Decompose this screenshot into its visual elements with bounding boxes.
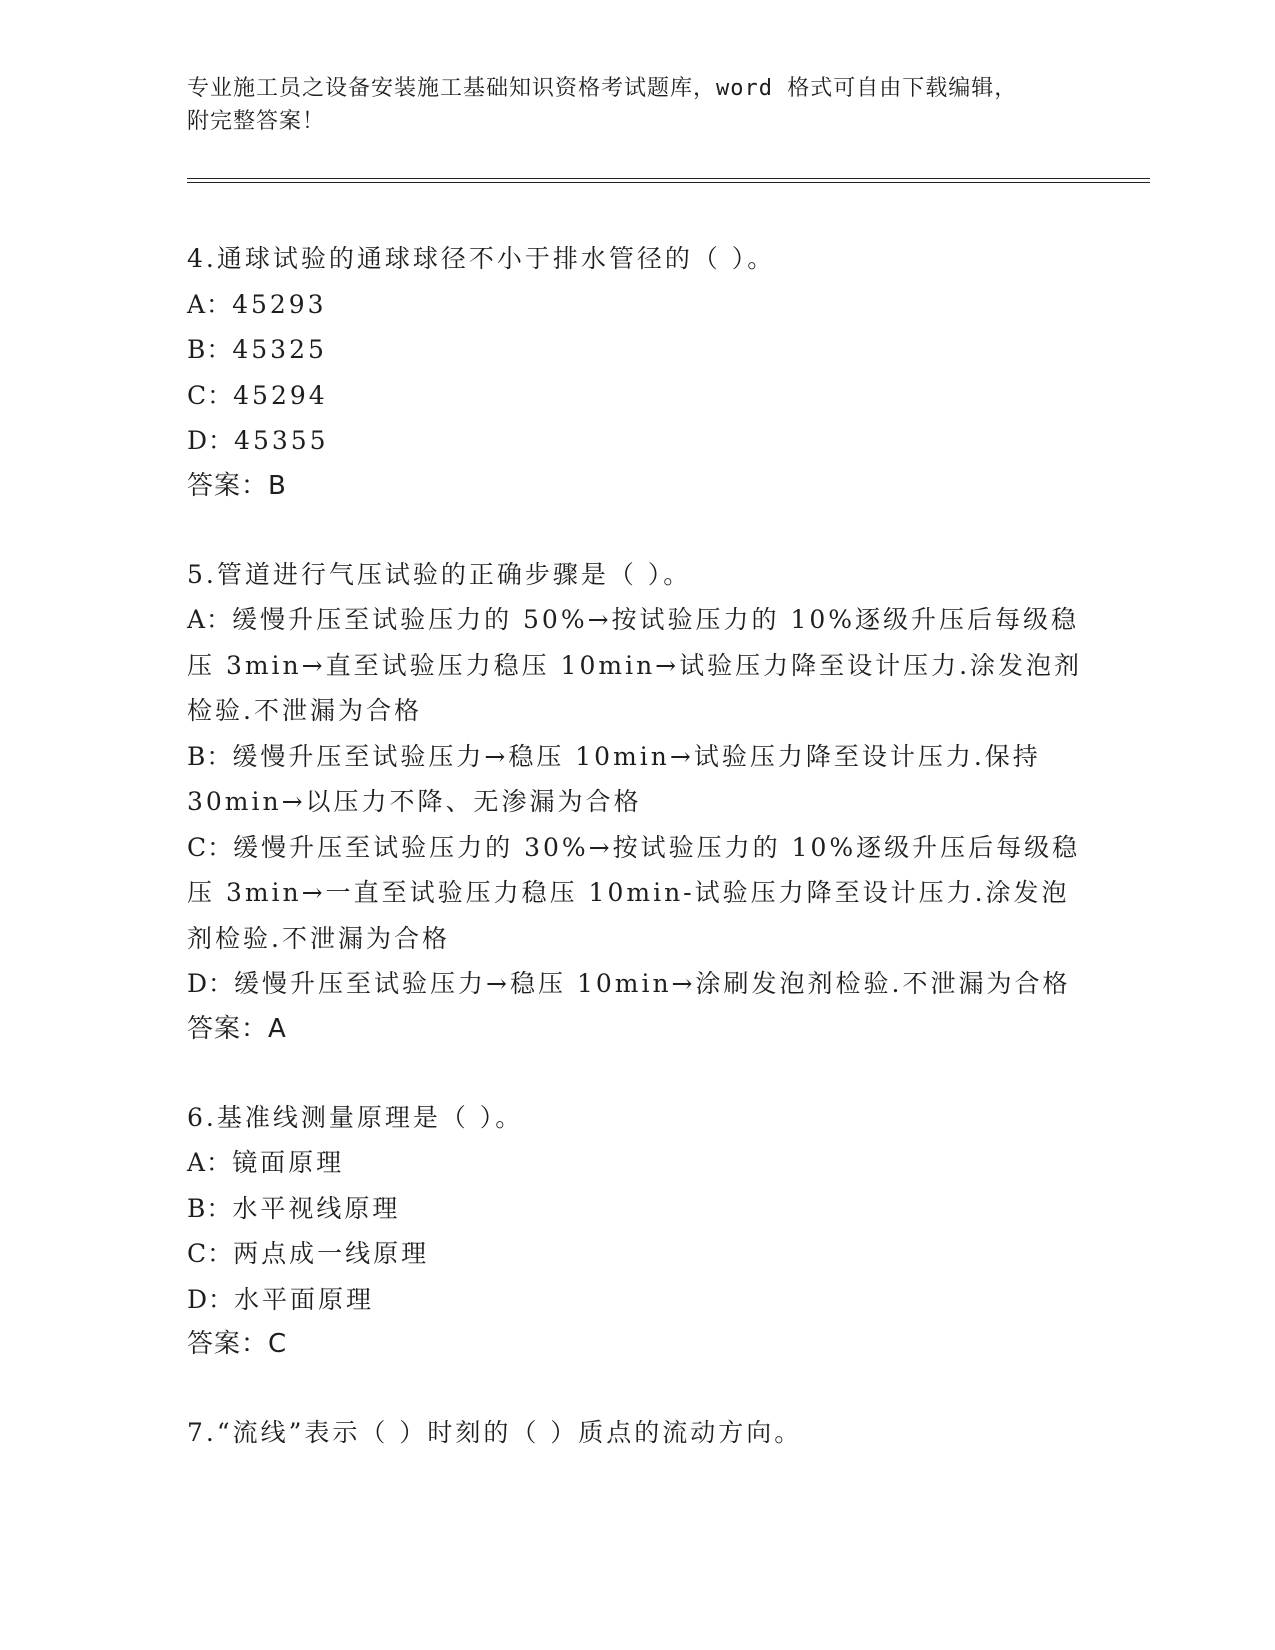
option-d — [187, 1277, 1087, 1323]
option-c — [187, 825, 1087, 871]
option-label: B： — [187, 741, 233, 771]
option-text-line: 缓慢升压至试验压力→稳压 10min→试验压力降至设计压力.保持 — [232, 741, 1041, 771]
header-divider-bottom — [187, 182, 1150, 183]
option-label: B： — [187, 1193, 233, 1223]
answer-line: 答案：C — [187, 1329, 288, 1359]
option-label: D： — [187, 969, 235, 998]
option-text: 两点成一线原理 — [233, 1239, 430, 1268]
header-line-1: 专业施工员之设备安装施工基础知识资格考试题库，word 格式可自由下载编辑， — [187, 76, 1018, 101]
option-text: 45355 — [234, 426, 329, 455]
question-5 — [187, 552, 1087, 1052]
option-d — [187, 418, 1087, 464]
question-list — [187, 236, 1087, 1499]
option-text-line: 缓慢升压至试验压力的 30%→按试验压力的 10%逐级升压后每级稳 — [233, 832, 1081, 862]
option-a-continuation: 压 3min→直至试验压力稳压 10min→试验压力降至设计压力.涂发泡剂 — [187, 650, 1083, 680]
option-label: A： — [187, 289, 233, 319]
option-b — [187, 1186, 1087, 1232]
option-text: 45294 — [233, 380, 328, 410]
option-c-continuation: 压 3min→一直至试验压力稳压 10min-试验压力降至设计压力.涂发泡 — [187, 878, 1070, 907]
option-d — [187, 961, 1087, 1007]
question-stem: 4.通球试验的通球球径不小于排水管径的（ ）。 — [187, 244, 776, 273]
answer-line: 答案：B — [187, 470, 287, 501]
document-header — [187, 72, 1087, 138]
question-4 — [187, 236, 1087, 509]
option-label: A： — [187, 1148, 233, 1177]
option-a — [187, 1140, 1087, 1186]
option-b-continuation: 30min→以压力不降、无渗漏为合格 — [187, 787, 642, 816]
option-a-continuation: 检验.不泄漏为合格 — [187, 696, 422, 725]
option-text: 45293 — [232, 289, 327, 319]
option-c-continuation: 剂检验.不泄漏为合格 — [187, 923, 450, 953]
option-text: 水平视线原理 — [232, 1193, 401, 1223]
option-label: C： — [187, 832, 234, 862]
option-label: A： — [187, 605, 233, 634]
option-a — [187, 282, 1087, 328]
option-label: C： — [187, 1239, 234, 1268]
option-text-line: 缓慢升压至试验压力的 50%→按试验压力的 10%逐级升压后每级稳 — [232, 605, 1080, 634]
question-7 — [187, 1410, 1087, 1456]
option-label: B： — [187, 335, 233, 364]
question-stem: 6.基准线测量原理是（ ）。 — [187, 1102, 524, 1132]
question-stem: 7.“流线”表示（ ）时刻的（ ）质点的流动方向。 — [187, 1418, 803, 1447]
option-text-line: 缓慢升压至试验压力→稳压 10min→涂刷发泡剂检验.不泄漏为合格 — [234, 969, 1071, 998]
option-c — [187, 1231, 1087, 1277]
option-text: 镜面原理 — [232, 1148, 345, 1177]
question-6 — [187, 1095, 1087, 1368]
option-text: 45325 — [232, 335, 327, 364]
option-label: D： — [187, 1284, 235, 1314]
option-text: 水平面原理 — [234, 1284, 375, 1314]
option-label: C： — [187, 380, 234, 410]
option-label: D： — [187, 426, 235, 455]
option-c — [187, 373, 1087, 419]
option-a — [187, 597, 1087, 643]
option-b — [187, 327, 1087, 373]
answer-line: 答案：A — [187, 1013, 287, 1044]
header-divider-top — [187, 178, 1150, 179]
header-line-2: 附完整答案！ — [187, 109, 326, 134]
option-b — [187, 734, 1087, 780]
question-stem: 5.管道进行气压试验的正确步骤是（ ）。 — [187, 559, 692, 589]
